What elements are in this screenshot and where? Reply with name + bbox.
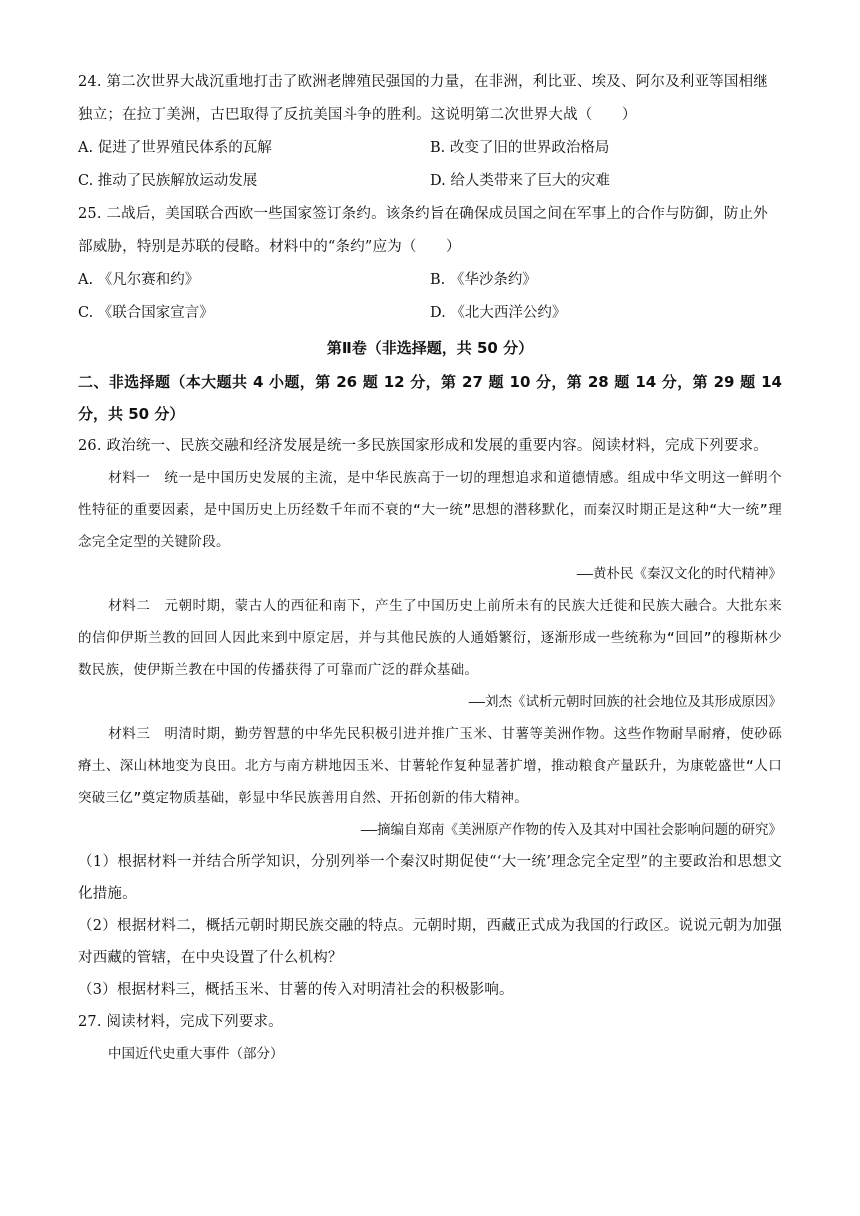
question-24-options-row1 [78, 132, 782, 165]
question-27-stem: 27. 阅读材料，完成下列要求。 [78, 1014, 283, 1030]
question-25-option-d: D. 《北大西洋公约》 [430, 305, 567, 321]
question-26-stem: 26. 政治统一、民族交融和经济发展是统一多民族国家形成和发展的重要内容。阅读材料，完成下列要求。 [78, 438, 768, 454]
material-1-label: 材料一 [108, 470, 151, 486]
volume-title: 第Ⅱ卷（非选择题，共 50 分） [326, 339, 534, 357]
question-26 [78, 430, 782, 1006]
question-25-option-a: A. 《凡尔赛和约》 [78, 272, 200, 288]
question-25-option-c: C. 《联合国家宣言》 [78, 305, 214, 321]
exam-page [78, 66, 782, 1070]
question-26-sub-3: （3）根据材料三，概括玉米、甘薯的传入对明清社会的积极影响。 [78, 982, 514, 998]
question-25-stem-line2: 部威胁，特别是苏联的侵略。材料中的“条约”应为（ ） [78, 239, 461, 255]
material-2-text: 元朝时期，蒙古人的西征和南下，产生了中国历史上前所未有的民族大迁徙和民族大融合。大批东来的信仰伊斯兰教的回回人因此来到中原定居，并与其他民族的人通婚繁衍，逐渐形成一些统称为“回回”的穆斯林少数民族，使伊斯兰教在中国的传播获得了可靠而广泛的群众基础。 [78, 598, 782, 678]
question-25-option-b: B. 《华沙条约》 [430, 272, 537, 288]
question-27 [78, 1006, 782, 1070]
material-3-label: 材料三 [108, 726, 151, 742]
material-3 [78, 718, 782, 814]
question-24-stem-line2: 独立；在拉丁美洲，古巴取得了反抗美国斗争的胜利。这说明第二次世界大战（ ） [78, 107, 637, 123]
material-1-source: ——黄朴民《秦汉文化的时代精神》 [576, 566, 782, 582]
question-24 [78, 66, 782, 198]
material-1 [78, 462, 782, 558]
question-25-options-row2 [78, 297, 782, 330]
question-24-options-row2 [78, 165, 782, 198]
question-26-sub-1: （1）根据材料一并结合所学知识，分别列举一个秦汉时期促使“‘大一统’理念完全定型”的主要政治和思想文化措施。 [78, 854, 782, 902]
question-26-sub-2: （2）根据材料二，概括元朝时期民族交融的特点。元朝时期，西藏正式成为我国的行政区。说说元朝为加强对西藏的管辖，在中央设置了什么机构？ [78, 918, 782, 966]
material-3-text: 明清时期，勤劳智慧的中华先民积极引进并推广玉米、甘薯等美洲作物。这些作物耐旱耐瘠，使砂砾瘠土、深山林地变为良田。北方与南方耕地因玉米、甘薯轮作复种显著扩增，推动粮食产量跃升，为康乾盛世“人口突破三亿”奠定物质基础，彰显中华民族善用自然、开拓创新的伟大精神。 [78, 726, 782, 806]
question-24-stem-line1: 24. 第二次世界大战沉重地打击了欧洲老牌殖民强国的力量，在非洲，利比亚、埃及、阿尔及利亚等国相继 [78, 74, 768, 90]
question-24-option-b: B. 改变了旧的世界政治格局 [430, 140, 610, 156]
material-2-source: ——刘杰《试析元朝时回族的社会地位及其形成原因》 [468, 694, 782, 710]
question-27-table-caption: 中国近代史重大事件（部分） [108, 1046, 284, 1062]
question-24-option-c: C. 推动了民族解放运动发展 [78, 173, 258, 189]
part-heading: 二、非选择题（本大题共 4 小题，第 26 题 12 分，第 27 题 10 分，第 28 题 14 分，第 29 题 14 分，共 50 分） [78, 373, 782, 423]
material-2-label: 材料二 [108, 598, 151, 614]
material-2 [78, 590, 782, 686]
question-25-options-row1 [78, 264, 782, 297]
question-25 [78, 198, 782, 330]
question-24-option-a: A. 促进了世界殖民体系的瓦解 [78, 140, 272, 156]
question-25-stem-line1: 25. 二战后，美国联合西欧一些国家签订条约。该条约旨在确保成员国之间在军事上的合作与防御，防止外 [78, 206, 768, 222]
question-24-option-d: D. 给人类带来了巨大的灾难 [430, 173, 610, 189]
material-1-text: 统一是中国历史发展的主流，是中华民族高于一切的理想追求和道德情感。组成中华文明这一鲜明个性特征的重要因素，是中国历史上历经数千年而不衰的“大一统”思想的潜移默化，而秦汉时期正是这种“大一统”理念完全定型的关键阶段。 [78, 470, 782, 550]
material-3-source: ——摘编自郑南《美洲原产作物的传入及其对中国社会影响问题的研究》 [360, 822, 782, 838]
